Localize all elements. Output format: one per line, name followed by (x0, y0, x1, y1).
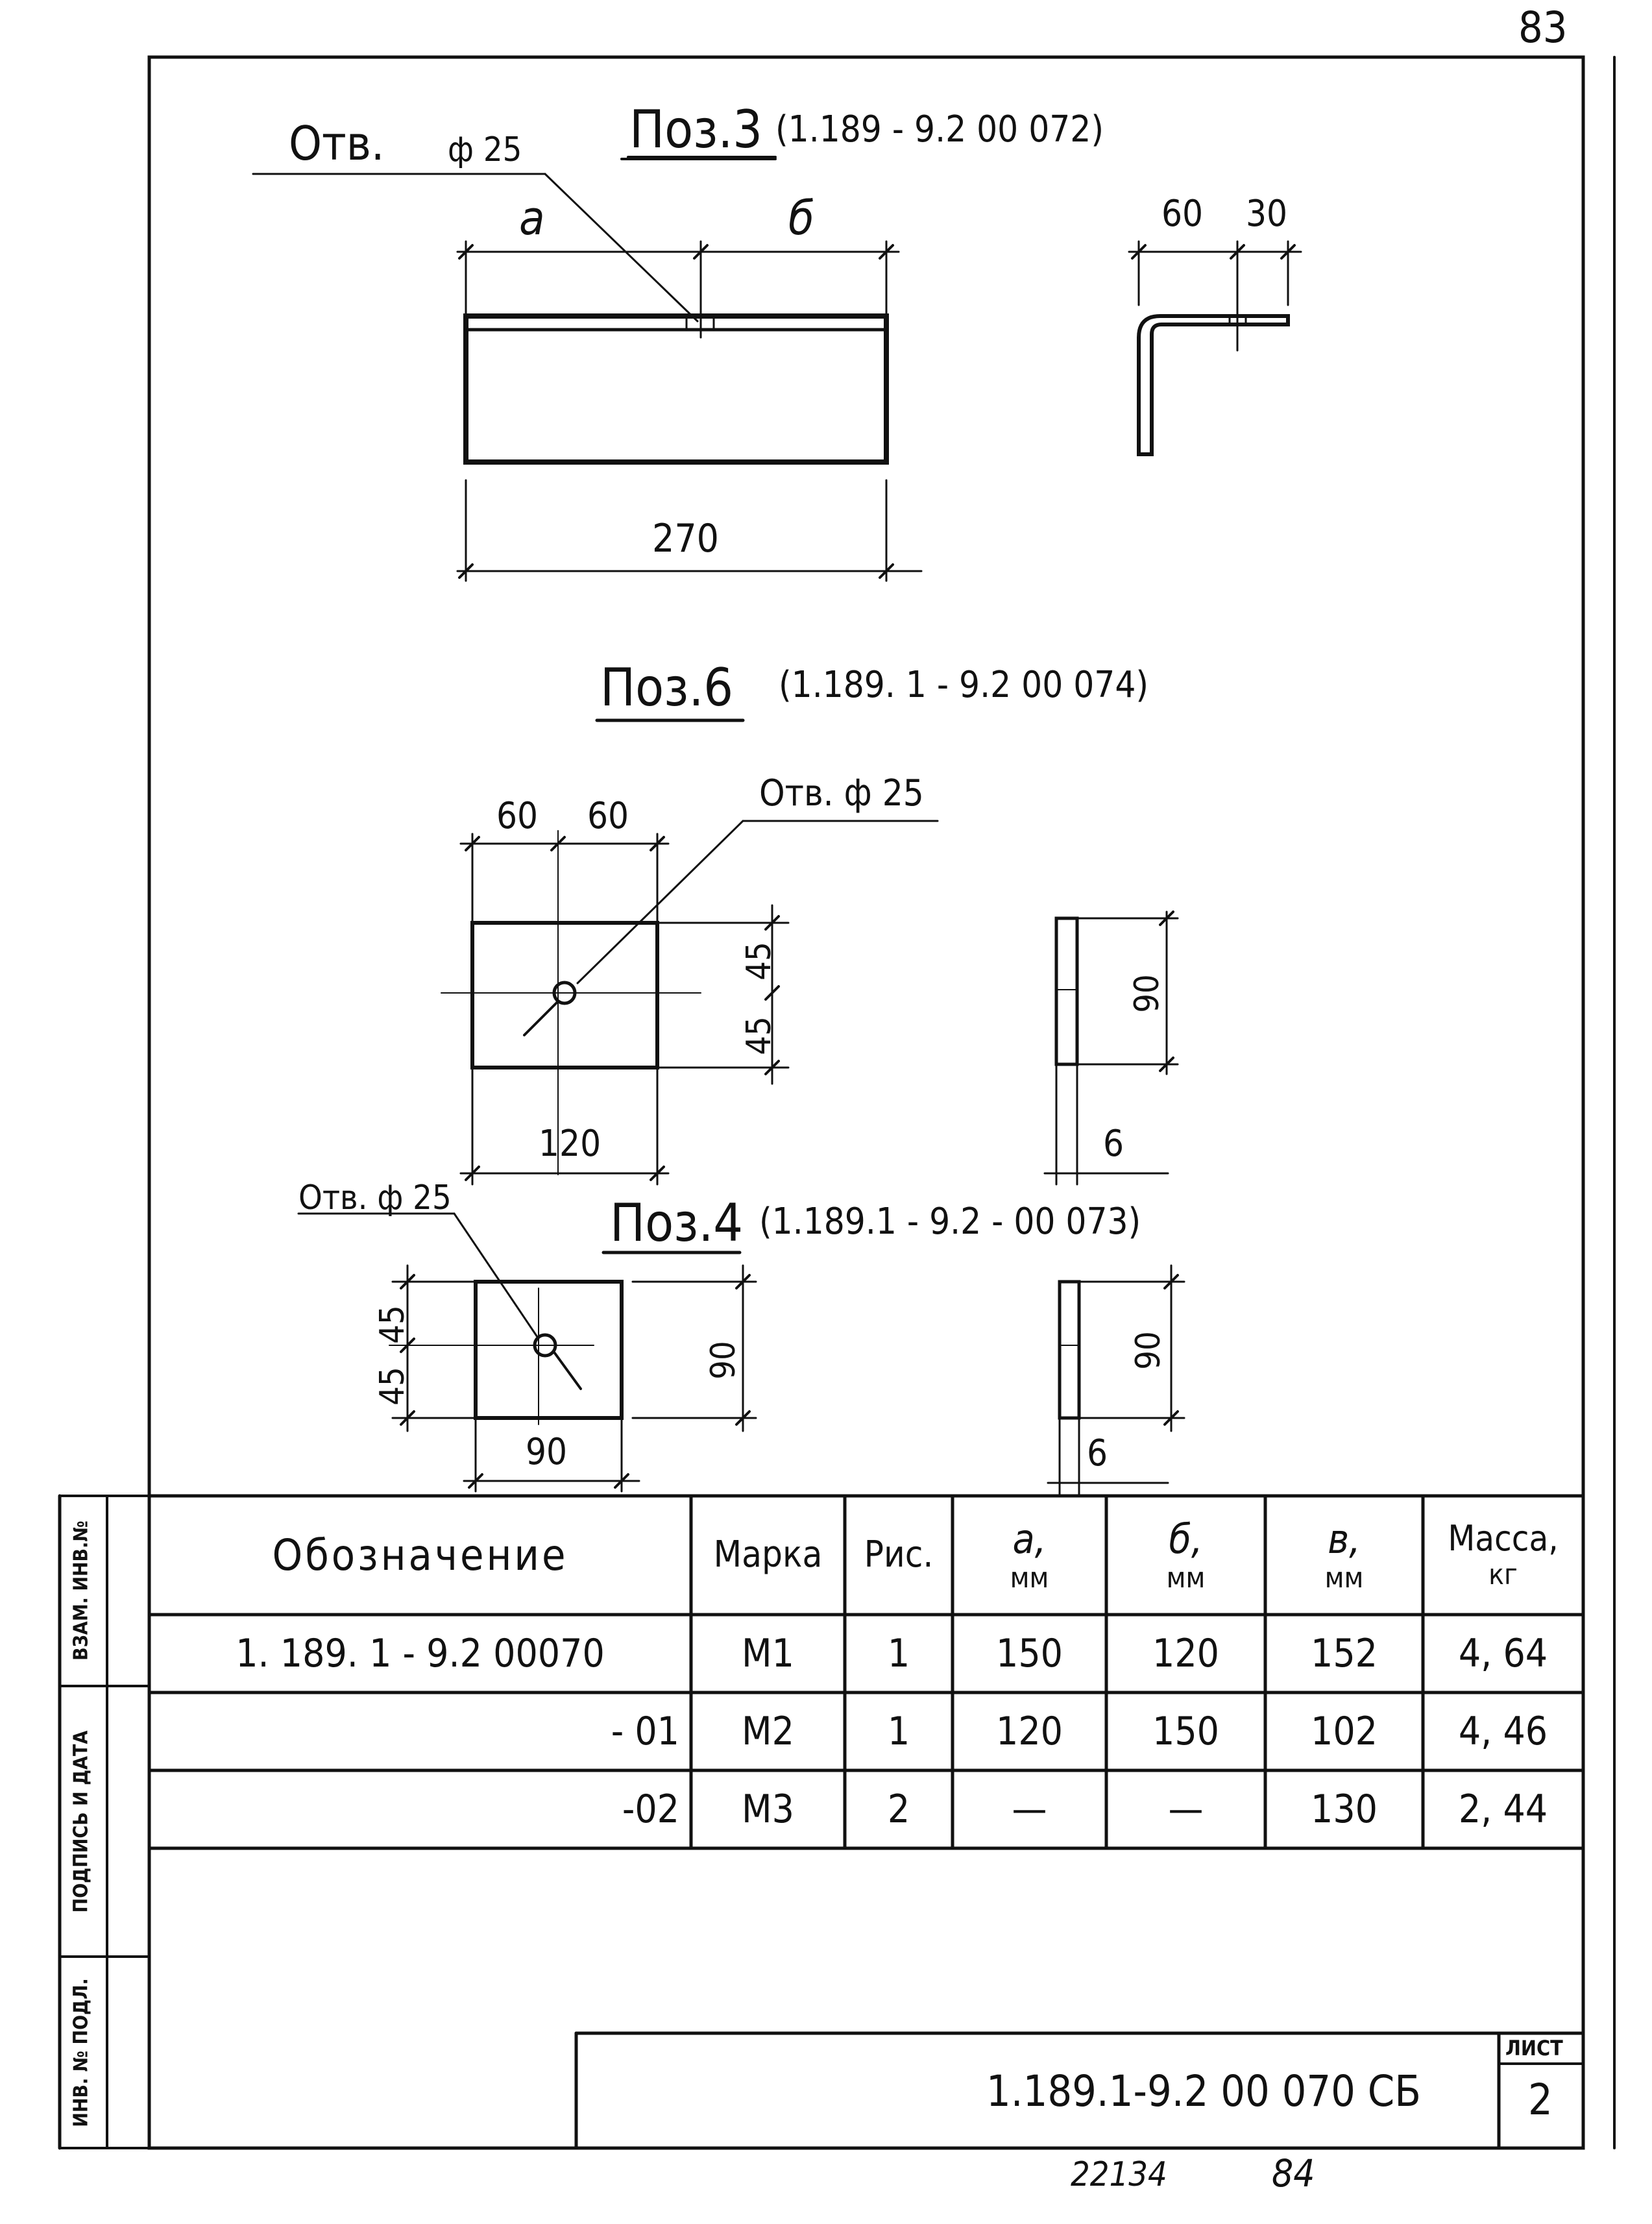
header-a-unit: мм (1010, 1561, 1049, 1595)
poz6-dim-45b: 45 (739, 1016, 779, 1055)
poz6-side-height: 90 (1127, 974, 1167, 1013)
poz4-side-thick: 6 (1087, 1432, 1108, 1474)
poz3-side-dim-1: 60 (1161, 193, 1204, 235)
poz6-side-plate (1056, 918, 1077, 1064)
footer-left-number: 22134 (1071, 2155, 1167, 2194)
poz4-title: Поз.4 (610, 1193, 744, 1253)
row2-a: 120 (995, 1709, 1063, 1754)
poz6-dim-60a: 60 (496, 795, 539, 837)
poz6-code: (1.189. 1 - 9.2 00 074) (779, 664, 1149, 706)
header-a-label: а, (1012, 1515, 1047, 1563)
row3-fig: 2 (887, 1787, 910, 1832)
poz3-angle-profile (1139, 316, 1288, 454)
poz6-dim-60b: 60 (587, 795, 629, 837)
poz3-side-dim-2: 30 (1246, 193, 1288, 235)
poz3-hole-label: Отв. (289, 116, 385, 171)
header-mark-label: Марка (713, 1534, 823, 1576)
poz6-title: Поз.6 (600, 657, 734, 718)
row3-mark: М3 (742, 1787, 794, 1832)
poz3-dim-a: а (519, 191, 545, 245)
poz4-side-height: 90 (1128, 1331, 1168, 1370)
poz6-side-thick: 6 (1103, 1123, 1124, 1165)
page-number: 83 (1518, 3, 1568, 53)
row3-designation: -02 (622, 1787, 679, 1832)
poz6-dim-45a: 45 (739, 942, 779, 981)
row1-a: 150 (995, 1631, 1063, 1676)
header-designation-label: Обозначение (272, 1530, 568, 1580)
row1-b: 120 (1152, 1631, 1219, 1676)
row1-fig: 1 (887, 1631, 910, 1676)
header-fig (845, 1496, 953, 1615)
poz3-dim-total: 270 (652, 516, 720, 561)
poz4-dim-width: 90 (526, 1431, 568, 1473)
row3-mass: 2, 44 (1458, 1787, 1548, 1832)
header-mass-label: Масса, (1448, 1518, 1559, 1559)
poz3-title: Поз.3 (629, 99, 763, 160)
poz4-dim-45a: 45 (372, 1305, 412, 1344)
header-a (953, 1496, 1106, 1615)
poz4-side-plate (1060, 1282, 1079, 1418)
row1-mark: М1 (742, 1631, 794, 1676)
row2-b: 150 (1152, 1709, 1219, 1754)
row3-v: 130 (1310, 1787, 1378, 1832)
header-fig-label: Рис. (864, 1534, 934, 1576)
poz3-dim-b: б (788, 191, 814, 245)
header-mass-unit: кг (1488, 1558, 1518, 1592)
header-mass (1423, 1496, 1583, 1615)
header-v-unit: мм (1324, 1561, 1364, 1595)
row3-a: — (1012, 1787, 1047, 1832)
header-v (1265, 1496, 1423, 1615)
sheet-number: 2 (1528, 2075, 1553, 2125)
header-mark (691, 1496, 845, 1615)
poz3-code: (1.189 - 9.2 00 072) (775, 108, 1104, 151)
row2-mark: М2 (742, 1709, 794, 1754)
header-b (1106, 1496, 1265, 1615)
row2-mass: 4, 46 (1458, 1709, 1548, 1754)
sheet-label: ЛИСТ (1505, 2036, 1563, 2060)
poz4-dim-45b: 45 (372, 1367, 412, 1406)
poz4-hole-label: Отв. ф 25 (298, 1179, 452, 1217)
row1-mass: 4, 64 (1458, 1631, 1548, 1676)
row2-v: 102 (1310, 1709, 1378, 1754)
header-b-label: б, (1169, 1515, 1203, 1563)
side-stamp-vzam: ВЗАМ. ИНВ.№ (69, 1521, 93, 1661)
poz4-code: (1.189.1 - 9.2 - 00 073) (759, 1201, 1141, 1243)
poz4-dim-height: 90 (703, 1341, 743, 1380)
row3-b: — (1168, 1787, 1204, 1832)
header-b-unit: мм (1166, 1561, 1206, 1595)
poz6-hole-label: Отв. ф 25 (759, 772, 924, 814)
doc-code: 1.189.1-9.2 00 070 СБ (986, 2066, 1421, 2116)
side-stamp-podpis: ПОДПИСЬ И ДАТА (69, 1730, 93, 1913)
footer-right-number: 84 (1272, 2151, 1315, 2195)
poz4-plate (476, 1282, 622, 1418)
poz3-hole-dia: ф 25 (448, 130, 522, 169)
poz6-plate (472, 923, 657, 1068)
poz3-plate (466, 316, 886, 462)
row2-fig: 1 (887, 1709, 910, 1754)
row1-designation: 1. 189. 1 - 9.2 00070 (236, 1631, 605, 1676)
row2-designation: - 01 (611, 1709, 679, 1754)
header-v-label: в, (1328, 1515, 1361, 1563)
header-designation (149, 1496, 691, 1615)
side-stamp-inv: ИНВ. № ПОДЛ. (69, 1978, 93, 2127)
row1-v: 152 (1310, 1631, 1378, 1676)
poz6-dim-width: 120 (539, 1123, 601, 1165)
